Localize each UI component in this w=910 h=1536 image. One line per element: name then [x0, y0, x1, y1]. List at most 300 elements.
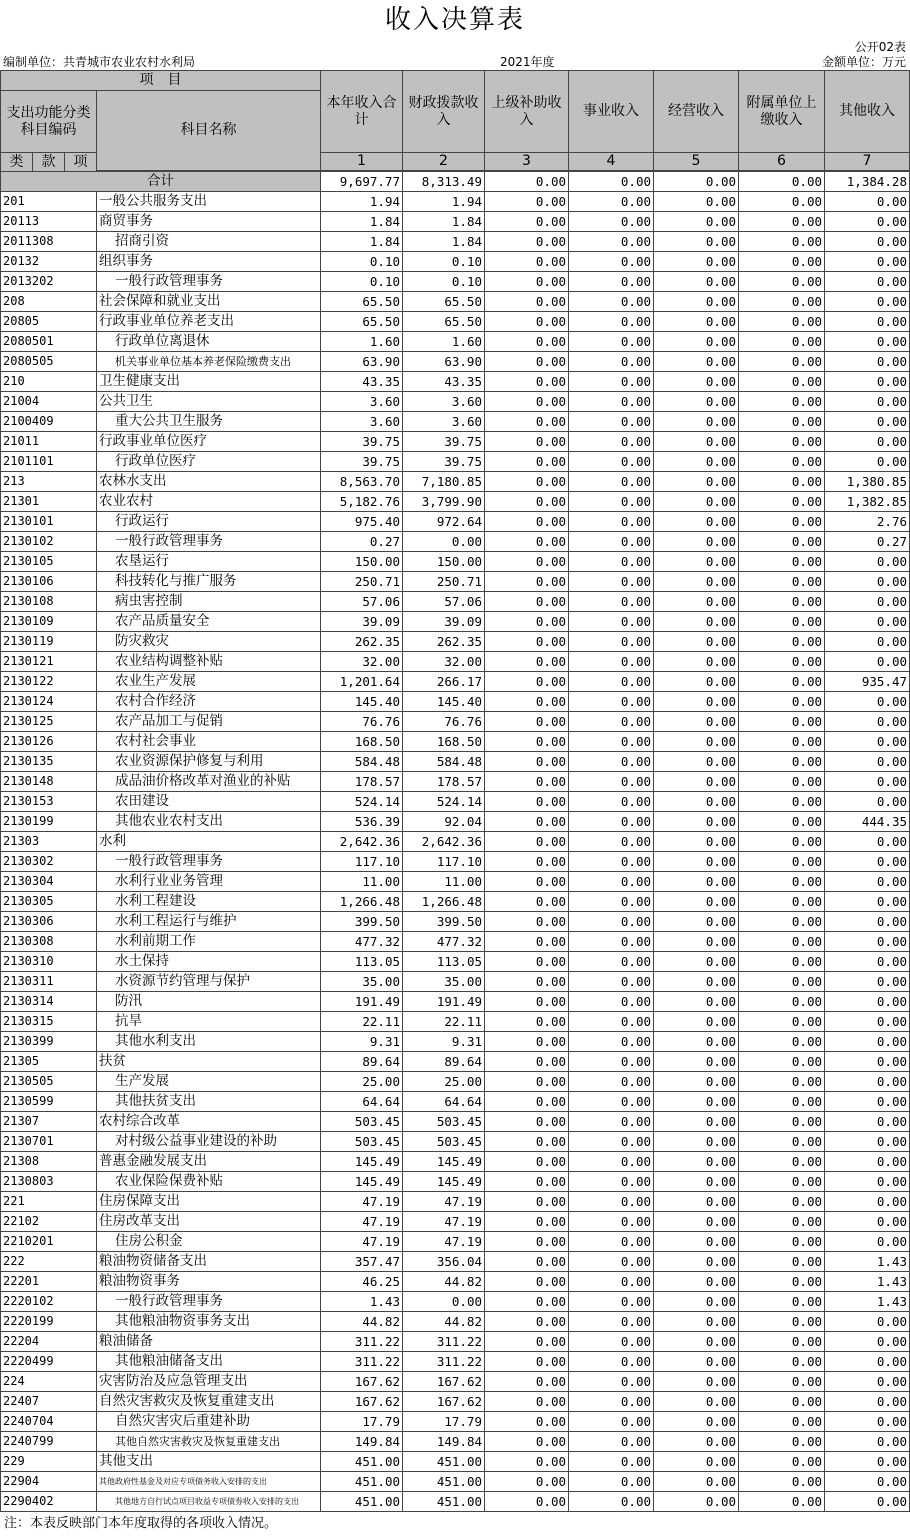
function-code-cell: 2240704 [1, 1412, 97, 1432]
function-code-cell: 2130106 [1, 572, 97, 592]
amount-cell: 0.00 [654, 472, 739, 492]
amount-cell: 0.00 [739, 1092, 825, 1112]
amount-cell: 0.00 [739, 452, 825, 472]
amount-cell: 57.06 [403, 592, 485, 612]
amount-cell: 0.00 [485, 232, 569, 252]
amount-cell: 0.00 [569, 852, 654, 872]
amount-cell: 0.00 [825, 192, 910, 212]
subject-name-cell: 农业保险保费补贴 [97, 1172, 321, 1192]
table-row [1, 652, 910, 672]
table-row [1, 552, 910, 572]
amount-cell: 0.00 [654, 1152, 739, 1172]
amount-cell: 0.00 [485, 1172, 569, 1192]
item-header: 项 目 [1, 71, 321, 91]
amount-cell: 0.00 [485, 492, 569, 512]
total-row [1, 172, 910, 192]
table-row [1, 592, 910, 612]
col-header-total-income: 本年收入合计 [321, 71, 403, 153]
amount-cell: 357.47 [321, 1252, 403, 1272]
amount-cell: 0.00 [739, 992, 825, 1012]
amount-cell: 0.00 [569, 1372, 654, 1392]
table-row [1, 1312, 910, 1332]
amount-cell: 0.00 [569, 1212, 654, 1232]
subject-name-cell: 住房改革支出 [97, 1212, 321, 1232]
amount-cell: 0.00 [569, 872, 654, 892]
amount-cell: 503.45 [403, 1112, 485, 1132]
amount-cell: 0.00 [739, 1412, 825, 1432]
table-row [1, 1452, 910, 1472]
amount-cell: 0.00 [569, 1352, 654, 1372]
amount-cell: 1.94 [403, 192, 485, 212]
function-code-cell: 21303 [1, 832, 97, 852]
amount-cell: 0.00 [569, 1012, 654, 1032]
amount-cell: 0.00 [739, 672, 825, 692]
col-number: 6 [739, 153, 825, 171]
amount-cell: 0.00 [569, 652, 654, 672]
amount-cell: 0.00 [825, 252, 910, 272]
table-row [1, 692, 910, 712]
table-row [1, 372, 910, 392]
amount-cell: 0.00 [739, 972, 825, 992]
amount-cell: 0.00 [485, 1072, 569, 1092]
amount-cell: 584.48 [403, 752, 485, 772]
amount-cell: 0.00 [654, 1472, 739, 1492]
subject-name-cell: 其他粮油储备支出 [97, 1352, 321, 1372]
amount-cell: 149.84 [321, 1432, 403, 1452]
function-code-cell: 2130153 [1, 792, 97, 812]
amount-cell: 0.00 [654, 692, 739, 712]
amount-cell: 0.00 [654, 1132, 739, 1152]
amount-cell: 0.00 [569, 1172, 654, 1192]
amount-cell: 0.00 [569, 692, 654, 712]
amount-cell: 0.00 [825, 232, 910, 252]
amount-cell: 0.00 [569, 1132, 654, 1152]
amount-cell: 0.00 [825, 1132, 910, 1152]
amount-cell: 89.64 [403, 1052, 485, 1072]
amount-cell: 0.00 [654, 432, 739, 452]
amount-cell: 0.00 [569, 1052, 654, 1072]
amount-cell: 0.00 [654, 212, 739, 232]
amount-cell: 0.00 [739, 1052, 825, 1072]
subject-name-cell: 机关事业单位基本养老保险缴费支出 [97, 352, 321, 372]
amount-cell: 63.90 [403, 352, 485, 372]
table-row [1, 1072, 910, 1092]
amount-cell: 524.14 [403, 792, 485, 812]
total-cell: 0.00 [485, 172, 569, 192]
table-row [1, 212, 910, 232]
amount-cell: 0.00 [485, 1012, 569, 1032]
function-code-cell: 2130119 [1, 632, 97, 652]
amount-cell: 22.11 [321, 1012, 403, 1032]
amount-cell: 451.00 [403, 1452, 485, 1472]
function-code-cell: 20132 [1, 252, 97, 272]
table-row [1, 1412, 910, 1432]
amount-cell: 0.00 [825, 752, 910, 772]
amount-cell: 0.00 [485, 1352, 569, 1372]
amount-cell: 0.27 [825, 532, 910, 552]
amount-cell: 149.84 [403, 1432, 485, 1452]
subject-name-cell: 防汛 [97, 992, 321, 1012]
amount-cell: 1.84 [403, 232, 485, 252]
subject-name-cell: 其他水利支出 [97, 1032, 321, 1052]
amount-cell: 0.10 [321, 252, 403, 272]
amount-cell: 0.00 [825, 332, 910, 352]
table-row [1, 832, 910, 852]
subject-name-cell: 卫生健康支出 [97, 372, 321, 392]
amount-cell: 150.00 [321, 552, 403, 572]
amount-cell: 145.49 [403, 1152, 485, 1172]
col-header-business-income: 事业收入 [569, 71, 654, 153]
amount-cell: 0.00 [739, 412, 825, 432]
total-cell: 8,313.49 [403, 172, 485, 192]
amount-cell: 1.84 [403, 212, 485, 232]
subject-name-cell: 科技转化与推广服务 [97, 572, 321, 592]
amount-cell: 0.00 [485, 1152, 569, 1172]
amount-cell: 262.35 [321, 632, 403, 652]
amount-cell: 0.00 [485, 1392, 569, 1412]
table-row [1, 1292, 910, 1312]
amount-cell: 0.00 [654, 592, 739, 612]
col-header-fiscal-appropriation: 财政拨款收入 [403, 71, 485, 153]
amount-cell: 0.00 [569, 1472, 654, 1492]
amount-cell: 0.00 [485, 852, 569, 872]
subject-name-cell: 其他支出 [97, 1452, 321, 1472]
amount-cell: 0.00 [825, 732, 910, 752]
amount-cell: 0.00 [739, 712, 825, 732]
amount-cell: 0.00 [569, 1432, 654, 1452]
amount-cell: 43.35 [321, 372, 403, 392]
amount-cell: 0.00 [654, 712, 739, 732]
amount-cell: 0.00 [739, 632, 825, 652]
amount-cell: 0.00 [654, 1292, 739, 1312]
amount-cell: 250.71 [403, 572, 485, 592]
subject-name-cell: 水利工程运行与维护 [97, 912, 321, 932]
amount-cell: 0.00 [569, 1292, 654, 1312]
amount-cell: 0.00 [485, 1332, 569, 1352]
amount-cell: 44.82 [403, 1312, 485, 1332]
amount-cell: 0.27 [321, 532, 403, 552]
total-cell: 0.00 [739, 172, 825, 192]
amount-cell: 0.00 [569, 392, 654, 412]
amount-cell: 0.00 [485, 512, 569, 532]
amount-cell: 9.31 [403, 1032, 485, 1052]
subject-name-cell: 其他农业农村支出 [97, 812, 321, 832]
amount-cell: 76.76 [403, 712, 485, 732]
subject-name-cell: 水利前期工作 [97, 932, 321, 952]
amount-cell: 0.00 [654, 1192, 739, 1212]
amount-cell: 0.00 [485, 592, 569, 612]
function-code-cell: 2220102 [1, 1292, 97, 1312]
income-final-accounts-table [0, 70, 910, 1512]
amount-cell: 0.00 [825, 592, 910, 612]
subject-name-cell: 重大公共卫生服务 [97, 412, 321, 432]
amount-cell: 0.00 [739, 852, 825, 872]
amount-cell: 17.79 [321, 1412, 403, 1432]
col-header-affiliated-unit-income: 附属单位上缴收入 [739, 71, 825, 153]
table-row [1, 672, 910, 692]
function-code-cell: 222 [1, 1252, 97, 1272]
amount-cell: 0.00 [654, 1112, 739, 1132]
amount-cell: 0.00 [739, 1212, 825, 1232]
amount-cell: 0.00 [739, 1152, 825, 1172]
subject-name-cell: 农村合作经济 [97, 692, 321, 712]
table-row [1, 432, 910, 452]
amount-cell: 0.00 [739, 272, 825, 292]
amount-cell: 168.50 [403, 732, 485, 752]
amount-cell: 0.00 [485, 1092, 569, 1112]
amount-cell: 47.19 [403, 1212, 485, 1232]
amount-cell: 65.50 [321, 292, 403, 312]
subject-name-cell: 成品油价格改革对渔业的补贴 [97, 772, 321, 792]
amount-cell: 0.00 [485, 1312, 569, 1332]
amount-cell: 399.50 [403, 912, 485, 932]
function-code-cell: 2011308 [1, 232, 97, 252]
col-number: 3 [485, 153, 569, 171]
function-code-cell: 2130505 [1, 1072, 97, 1092]
amount-cell: 0.00 [485, 732, 569, 752]
amount-cell: 0.00 [825, 792, 910, 812]
function-code-cell: 2210201 [1, 1232, 97, 1252]
amount-cell: 0.00 [825, 392, 910, 412]
amount-cell: 0.00 [739, 1232, 825, 1252]
function-code-cell: 221 [1, 1192, 97, 1212]
table-row [1, 332, 910, 352]
subject-name-cell: 公共卫生 [97, 392, 321, 412]
table-row [1, 452, 910, 472]
amount-cell: 113.05 [403, 952, 485, 972]
amount-cell: 0.00 [569, 532, 654, 552]
amount-cell: 0.00 [739, 1172, 825, 1192]
amount-cell: 0.00 [569, 232, 654, 252]
function-code-cell: 2130803 [1, 1172, 97, 1192]
function-code-cell: 2130108 [1, 592, 97, 612]
function-code-cell: 2130310 [1, 952, 97, 972]
amount-cell: 972.64 [403, 512, 485, 532]
amount-cell: 191.49 [403, 992, 485, 1012]
table-row [1, 1192, 910, 1212]
amount-cell: 0.00 [654, 792, 739, 812]
amount-cell: 11.00 [321, 872, 403, 892]
amount-cell: 0.10 [321, 272, 403, 292]
col-number: 7 [825, 153, 910, 171]
amount-cell: 0.00 [485, 1232, 569, 1252]
amount-cell: 935.47 [825, 672, 910, 692]
amount-cell: 0.00 [485, 932, 569, 952]
total-cell: 9,697.77 [321, 172, 403, 192]
amount-cell: 0.00 [485, 392, 569, 412]
amount-cell: 0.00 [569, 1072, 654, 1092]
amount-cell: 0.00 [569, 792, 654, 812]
amount-cell: 0.00 [403, 1292, 485, 1312]
amount-cell: 0.00 [739, 292, 825, 312]
subject-name-cell: 农产品加工与促销 [97, 712, 321, 732]
subject-name-cell: 住房保障支出 [97, 1192, 321, 1212]
amount-cell: 0.00 [569, 1112, 654, 1132]
amount-cell: 451.00 [403, 1492, 485, 1512]
subject-name-cell: 防灾救灾 [97, 632, 321, 652]
col-number: 1 [321, 153, 403, 171]
amount-cell: 35.00 [321, 972, 403, 992]
table-note: 注：本表反映部门本年度取得的各项收入情况。 [4, 1516, 278, 1531]
amount-cell: 0.00 [569, 292, 654, 312]
amount-cell: 0.00 [654, 1072, 739, 1092]
amount-cell: 1.43 [825, 1292, 910, 1312]
function-code-cell: 21307 [1, 1112, 97, 1132]
amount-cell: 0.00 [739, 372, 825, 392]
amount-cell: 0.00 [739, 1472, 825, 1492]
amount-cell: 0.00 [485, 352, 569, 372]
xiang-header: 项 [65, 153, 97, 172]
amount-cell: 167.62 [321, 1392, 403, 1412]
amount-cell: 1,201.64 [321, 672, 403, 692]
amount-cell: 0.00 [739, 872, 825, 892]
amount-cell: 64.64 [321, 1092, 403, 1112]
amount-cell: 0.00 [569, 732, 654, 752]
amount-cell: 262.35 [403, 632, 485, 652]
amount-cell: 0.00 [569, 1392, 654, 1412]
amount-cell: 1,380.85 [825, 472, 910, 492]
amount-cell: 0.00 [739, 592, 825, 612]
amount-cell: 0.00 [825, 652, 910, 672]
amount-cell: 25.00 [321, 1072, 403, 1092]
amount-cell: 0.00 [825, 1232, 910, 1252]
amount-cell: 0.00 [569, 192, 654, 212]
amount-cell: 0.00 [569, 332, 654, 352]
table-row [1, 412, 910, 432]
amount-cell: 1.43 [321, 1292, 403, 1312]
amount-cell: 1.94 [321, 192, 403, 212]
subject-name-cell: 农业结构调整补贴 [97, 652, 321, 672]
amount-cell: 3,799.90 [403, 492, 485, 512]
amount-cell: 0.00 [825, 1012, 910, 1032]
amount-cell: 0.00 [654, 272, 739, 292]
amount-cell: 0.00 [485, 1412, 569, 1432]
amount-cell: 1.84 [321, 212, 403, 232]
amount-cell: 0.00 [485, 952, 569, 972]
amount-cell: 0.00 [654, 312, 739, 332]
amount-cell: 0.00 [485, 632, 569, 652]
amount-cell: 0.00 [569, 752, 654, 772]
amount-cell: 1.43 [825, 1272, 910, 1292]
subject-name-cell: 其他粮油物资事务支出 [97, 1312, 321, 1332]
subject-name-cell: 粮油物资事务 [97, 1272, 321, 1292]
amount-cell: 0.00 [825, 572, 910, 592]
amount-cell: 0.00 [739, 1392, 825, 1412]
amount-cell: 0.00 [654, 1092, 739, 1112]
amount-cell: 44.82 [321, 1312, 403, 1332]
subject-name-cell: 生产发展 [97, 1072, 321, 1092]
amount-cell: 0.00 [825, 972, 910, 992]
amount-cell: 0.00 [654, 772, 739, 792]
function-code-cell: 2130302 [1, 852, 97, 872]
total-label: 合计 [1, 172, 321, 192]
amount-cell: 0.00 [739, 1132, 825, 1152]
function-code-cell: 2080505 [1, 352, 97, 372]
amount-cell: 0.00 [739, 1352, 825, 1372]
col-number: 4 [569, 153, 654, 171]
amount-cell: 0.00 [569, 912, 654, 932]
amount-cell: 0.00 [485, 452, 569, 472]
table-row [1, 1352, 910, 1372]
amount-cell: 0.00 [569, 452, 654, 472]
function-code-cell: 2130199 [1, 812, 97, 832]
amount-cell: 0.00 [569, 932, 654, 952]
table-row [1, 1152, 910, 1172]
amount-cell: 0.00 [485, 252, 569, 272]
amount-cell: 47.19 [321, 1192, 403, 1212]
col-header-operating-income: 经营收入 [654, 71, 739, 153]
function-code-cell: 2130399 [1, 1032, 97, 1052]
kuan-header: 款 [33, 153, 65, 172]
table-row [1, 872, 910, 892]
amount-cell: 0.00 [825, 832, 910, 852]
subject-name-cell: 水利工程建设 [97, 892, 321, 912]
amount-cell: 0.00 [569, 1452, 654, 1472]
amount-cell: 0.00 [739, 472, 825, 492]
amount-cell: 0.00 [569, 712, 654, 732]
total-cell: 1,384.28 [825, 172, 910, 192]
amount-cell: 0.00 [739, 952, 825, 972]
amount-cell: 89.64 [321, 1052, 403, 1072]
table-row [1, 1212, 910, 1232]
amount-cell: 145.49 [403, 1172, 485, 1192]
amount-cell: 47.19 [321, 1212, 403, 1232]
amount-cell: 25.00 [403, 1072, 485, 1092]
function-code-cell: 2130125 [1, 712, 97, 732]
table-row [1, 1232, 910, 1252]
subject-name-cell: 行政事业单位养老支出 [97, 312, 321, 332]
amount-cell: 145.40 [403, 692, 485, 712]
function-code-cell: 20113 [1, 212, 97, 232]
amount-cell: 0.00 [485, 792, 569, 812]
amount-cell: 0.00 [739, 1012, 825, 1032]
amount-cell: 0.00 [654, 612, 739, 632]
amount-cell: 0.00 [739, 732, 825, 752]
subject-name-cell: 农业资源保护修复与利用 [97, 752, 321, 772]
lei-header: 类 [1, 153, 33, 172]
amount-cell: 0.00 [485, 532, 569, 552]
amount-cell: 0.00 [654, 512, 739, 532]
amount-cell: 0.00 [739, 312, 825, 332]
amount-cell: 22.11 [403, 1012, 485, 1032]
amount-cell: 0.00 [569, 252, 654, 272]
amount-cell: 0.00 [569, 432, 654, 452]
amount-cell: 39.09 [321, 612, 403, 632]
table-row [1, 752, 910, 772]
amount-cell: 0.00 [654, 1212, 739, 1232]
table-row [1, 1332, 910, 1352]
subject-name-cell: 行政单位离退休 [97, 332, 321, 352]
amount-cell: 65.50 [403, 312, 485, 332]
table-row [1, 492, 910, 512]
amount-cell: 0.00 [654, 732, 739, 752]
form-number: 公开02表 [854, 40, 906, 54]
amount-cell: 145.40 [321, 692, 403, 712]
amount-cell: 451.00 [403, 1472, 485, 1492]
amount-cell: 3.60 [321, 392, 403, 412]
amount-cell: 0.00 [485, 292, 569, 312]
amount-cell: 0.00 [739, 1492, 825, 1512]
subject-name-cell: 农林水支出 [97, 472, 321, 492]
amount-cell: 0.00 [654, 952, 739, 972]
amount-cell: 0.00 [569, 832, 654, 852]
amount-cell: 451.00 [321, 1492, 403, 1512]
amount-cell: 0.00 [654, 492, 739, 512]
amount-cell: 65.50 [403, 292, 485, 312]
table-row [1, 852, 910, 872]
subject-name-cell: 病虫害控制 [97, 592, 321, 612]
table-row [1, 892, 910, 912]
